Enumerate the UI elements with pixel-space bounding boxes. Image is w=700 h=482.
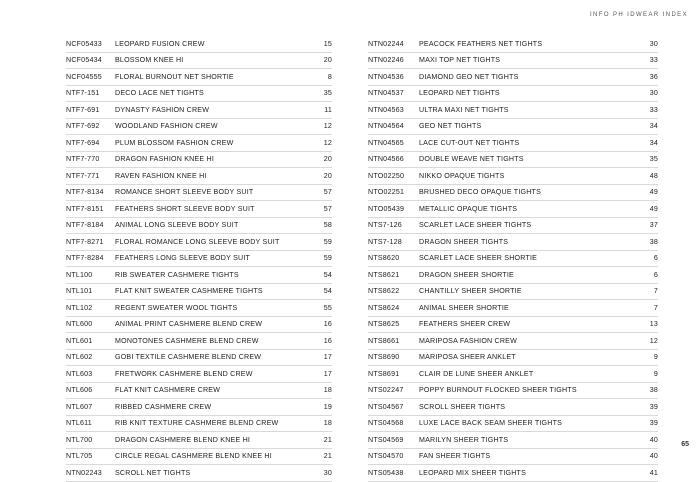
product-description: RIBBED CASHMERE CREW xyxy=(115,402,212,411)
product-code: NTN02244 xyxy=(368,39,404,48)
product-code: NTS7-128 xyxy=(368,237,402,246)
product-code: NTF7-692 xyxy=(66,122,100,131)
product-description: LEOPARD NET TIGHTS xyxy=(419,89,500,98)
product-description: DRAGON SHEER TIGHTS xyxy=(419,237,509,246)
product-description: NIKKO OPAQUE TIGHTS xyxy=(419,171,505,180)
index-row xyxy=(66,465,332,482)
page-reference: 49 xyxy=(649,204,658,213)
product-description: BRUSHED DECO OPAQUE TIGHTS xyxy=(419,188,542,197)
product-code: NTF7-694 xyxy=(66,138,100,147)
page-reference: 7 xyxy=(653,287,658,296)
product-description: SCARLET LACE SHEER SHORTIE xyxy=(419,254,538,263)
page-reference: 40 xyxy=(649,452,658,461)
product-code: NTS7-126 xyxy=(368,221,402,230)
product-description: MARIPOSA FASHION CREW xyxy=(419,336,518,345)
page-reference: 16 xyxy=(323,336,332,345)
product-description: SCARLET LACE SHEER TIGHTS xyxy=(419,221,532,230)
index-row xyxy=(66,267,332,284)
product-description: RAVEN FASHION KNEE HI xyxy=(115,171,207,180)
index-row xyxy=(66,86,332,103)
index-row xyxy=(368,267,658,284)
product-description: CIRCLE REGAL CASHMERE BLEND KNEE HI xyxy=(115,452,272,461)
product-code: NTL700 xyxy=(66,435,93,444)
product-description: MONOTONES CASHMERE BLEND CREW xyxy=(115,336,259,345)
product-code: NTS8690 xyxy=(368,353,400,362)
product-description: METALLIC OPAQUE TIGHTS xyxy=(419,204,518,213)
product-code: NTL602 xyxy=(66,353,93,362)
page-reference: 40 xyxy=(649,435,658,444)
page-reference: 17 xyxy=(323,353,332,362)
product-code: NTF7-8134 xyxy=(66,188,104,197)
index-row xyxy=(66,399,332,416)
product-code: NTO05439 xyxy=(368,204,405,213)
page-reference: 33 xyxy=(649,56,658,65)
index-row xyxy=(66,102,332,119)
page-reference: 38 xyxy=(649,237,658,246)
product-code: NCF05434 xyxy=(66,56,102,65)
page-reference: 54 xyxy=(323,270,332,279)
index-row xyxy=(368,251,658,268)
index-row xyxy=(368,86,658,103)
product-code: NTS04568 xyxy=(368,419,404,428)
index-row xyxy=(368,102,658,119)
page-reference: 58 xyxy=(323,221,332,230)
product-code: NTN04563 xyxy=(368,105,404,114)
page-reference: 20 xyxy=(323,56,332,65)
product-code: NTS8661 xyxy=(368,336,400,345)
page-reference: 6 xyxy=(653,270,658,279)
product-code: NTN02243 xyxy=(66,468,102,477)
product-code: NTL603 xyxy=(66,369,93,378)
index-row xyxy=(368,53,658,70)
product-description: LEOPARD FUSION CREW xyxy=(115,39,205,48)
product-code: NTS05438 xyxy=(368,468,404,477)
page-reference: 35 xyxy=(649,155,658,164)
product-code: NCF05433 xyxy=(66,39,102,48)
index-row xyxy=(368,36,658,53)
product-code: NCF04555 xyxy=(66,72,102,81)
index-row xyxy=(66,135,332,152)
page-reference: 57 xyxy=(323,204,332,213)
product-code: NTN04537 xyxy=(368,89,404,98)
product-description: ANIMAL PRINT CASHMERE BLEND CREW xyxy=(115,320,263,329)
page-reference: 13 xyxy=(649,320,658,329)
page-reference: 36 xyxy=(649,72,658,81)
product-description: GOBI TEXTILE CASHMERE BLEND CREW xyxy=(115,353,262,362)
index-row xyxy=(66,152,332,169)
index-header: INFO PH IDWEAR INDEX xyxy=(589,12,688,18)
page-reference: 16 xyxy=(323,320,332,329)
product-description: FLAT KNIT SWEATER CASHMERE TIGHTS xyxy=(115,287,263,296)
index-row xyxy=(368,69,658,86)
index-row xyxy=(66,284,332,301)
product-code: NTN02246 xyxy=(368,56,404,65)
page-reference: 30 xyxy=(649,39,658,48)
index-row xyxy=(368,399,658,416)
product-code: NTS8620 xyxy=(368,254,400,263)
product-description: FLORAL ROMANCE LONG SLEEVE BODY SUIT xyxy=(115,237,280,246)
product-code: NTO02250 xyxy=(368,171,405,180)
product-description: DECO LACE NET TIGHTS xyxy=(115,89,204,98)
index-row xyxy=(66,201,332,218)
index-row xyxy=(66,432,332,449)
page-reference: 33 xyxy=(649,105,658,114)
page-reference: 20 xyxy=(323,155,332,164)
page-reference: 34 xyxy=(649,138,658,147)
page-reference: 11 xyxy=(324,105,332,114)
product-description: SCROLL SHEER TIGHTS xyxy=(419,402,506,411)
index-row xyxy=(368,465,658,482)
index-row xyxy=(66,119,332,136)
index-row xyxy=(368,168,658,185)
product-description: MARIPOSA SHEER ANKLET xyxy=(419,353,516,362)
index-row xyxy=(368,119,658,136)
product-code: NTL705 xyxy=(66,452,93,461)
page-reference: 39 xyxy=(649,419,658,428)
index-row xyxy=(66,366,332,383)
product-description: RIB SWEATER CASHMERE TIGHTS xyxy=(115,270,239,279)
product-code: NTF7-8151 xyxy=(66,204,104,213)
page-reference: 15 xyxy=(323,39,332,48)
index-row xyxy=(66,449,332,466)
product-code: NTS8691 xyxy=(368,369,400,378)
product-code: NTL606 xyxy=(66,386,93,395)
product-description: POPPY BURNOUT FLOCKED SHEER TIGHTS xyxy=(419,386,577,395)
index-row xyxy=(66,53,332,70)
index-row xyxy=(66,234,332,251)
product-description: ULTRA MAXI NET TIGHTS xyxy=(419,105,509,114)
product-code: NTF7-8184 xyxy=(66,221,104,230)
product-description: RIB KNIT TEXTURE CASHMERE BLEND CREW xyxy=(115,419,279,428)
product-code: NTS8625 xyxy=(368,320,400,329)
product-description: DIAMOND GEO NET TIGHTS xyxy=(419,72,519,81)
product-description: FRETWORK CASHMERE BLEND CREW xyxy=(115,369,253,378)
index-row xyxy=(66,317,332,334)
product-code: NTS04570 xyxy=(368,452,404,461)
index-row xyxy=(66,416,332,433)
index-row xyxy=(66,383,332,400)
page-reference: 21 xyxy=(323,435,332,444)
product-code: NTN04536 xyxy=(368,72,404,81)
index-row xyxy=(368,234,658,251)
product-description: GEO NET TIGHTS xyxy=(419,122,482,131)
product-code: NTF7-691 xyxy=(66,105,100,114)
page-reference: 30 xyxy=(323,468,332,477)
product-description: PLUM BLOSSOM FASHION CREW xyxy=(115,138,234,147)
page-reference: 55 xyxy=(323,303,332,312)
page-reference: 20 xyxy=(323,171,332,180)
page-reference: 34 xyxy=(649,122,658,131)
index-row xyxy=(368,416,658,433)
page-reference: 7 xyxy=(653,303,658,312)
product-description: DYNASTY FASHION CREW xyxy=(115,105,210,114)
product-code: NTS04567 xyxy=(368,402,404,411)
page-reference: 41 xyxy=(649,468,658,477)
product-code: NTF7-770 xyxy=(66,155,100,164)
product-description: LACE CUT-OUT NET TIGHTS xyxy=(419,138,520,147)
page-reference: 19 xyxy=(323,402,332,411)
page-reference: 57 xyxy=(323,188,332,197)
index-row xyxy=(368,185,658,202)
product-description: FEATHERS LONG SLEEVE BODY SUIT xyxy=(115,254,251,263)
index-row xyxy=(368,152,658,169)
product-description: FLAT KNIT CASHMERE CREW xyxy=(115,386,221,395)
product-description: REGENT SWEATER WOOL TIGHTS xyxy=(115,303,238,312)
product-description: SCROLL NET TIGHTS xyxy=(115,468,191,477)
index-row xyxy=(66,168,332,185)
product-code: NTS02247 xyxy=(368,386,404,395)
page-reference: 37 xyxy=(649,221,658,230)
product-description: WOODLAND FASHION CREW xyxy=(115,122,218,131)
product-code: NTS8622 xyxy=(368,287,400,296)
product-description: FEATHERS SHEER CREW xyxy=(419,320,511,329)
product-description: ROMANCE SHORT SLEEVE BODY SUIT xyxy=(115,188,254,197)
product-code: NTF7-8284 xyxy=(66,254,104,263)
product-description: MAXI TOP NET TIGHTS xyxy=(419,56,501,65)
page-reference: 21 xyxy=(323,452,332,461)
index-left-column xyxy=(66,36,332,482)
page-reference: 48 xyxy=(649,171,658,180)
product-description: ANIMAL LONG SLEEVE BODY SUIT xyxy=(115,221,239,230)
page-reference: 39 xyxy=(649,402,658,411)
page-reference: 12 xyxy=(323,138,332,147)
page-reference: 54 xyxy=(323,287,332,296)
page-reference: 18 xyxy=(323,419,332,428)
product-description: FLORAL BURNOUT NET SHORTIE xyxy=(115,72,234,81)
product-code: NTL102 xyxy=(66,303,93,312)
product-code: NTN04565 xyxy=(368,138,404,147)
page-reference: 30 xyxy=(649,89,658,98)
index-row xyxy=(368,449,658,466)
page-reference: 17 xyxy=(323,369,332,378)
product-code: NTN04564 xyxy=(368,122,404,131)
product-description: DRAGON FASHION KNEE HI xyxy=(115,155,214,164)
product-description: FAN SHEER TIGHTS xyxy=(419,452,491,461)
product-code: NTL101 xyxy=(66,287,93,296)
product-description: BLOSSOM KNEE HI xyxy=(115,56,184,65)
index-row xyxy=(66,300,332,317)
index-row xyxy=(66,69,332,86)
product-code: NTL100 xyxy=(66,270,93,279)
product-description: DRAGON SHEER SHORTIE xyxy=(419,270,514,279)
product-code: NTO02251 xyxy=(368,188,405,197)
product-description: FEATHERS SHORT SLEEVE BODY SUIT xyxy=(115,204,255,213)
product-description: LEOPARD MIX SHEER TIGHTS xyxy=(419,468,527,477)
product-description: PEACOCK FEATHERS NET TIGHTS xyxy=(419,39,543,48)
product-code: NTS8624 xyxy=(368,303,400,312)
index-row xyxy=(66,251,332,268)
index-row xyxy=(66,185,332,202)
product-description: CHANTILLY SHEER SHORTIE xyxy=(419,287,522,296)
index-row xyxy=(368,284,658,301)
page-reference: 49 xyxy=(649,188,658,197)
page-reference: 6 xyxy=(653,254,658,263)
index-row xyxy=(368,366,658,383)
product-code: NTL601 xyxy=(66,336,93,345)
page-number: 65 xyxy=(681,441,689,448)
product-code: NTL611 xyxy=(66,419,92,428)
page-reference: 9 xyxy=(653,353,658,362)
index-row xyxy=(368,201,658,218)
index-row xyxy=(368,383,658,400)
page-reference: 12 xyxy=(649,336,658,345)
page-reference: 8 xyxy=(327,72,332,81)
product-code: NTS8621 xyxy=(368,270,400,279)
product-description: DOUBLE WEAVE NET TIGHTS xyxy=(419,155,524,164)
product-description: LUXE LACE BACK SEAM SHEER TIGHTS xyxy=(419,419,563,428)
index-row xyxy=(66,36,332,53)
product-description: CLAIR DE LUNE SHEER ANKLET xyxy=(419,369,534,378)
product-code: NTF7-151 xyxy=(66,89,100,98)
page-reference: 12 xyxy=(323,122,332,131)
index-row xyxy=(368,300,658,317)
product-code: NTL607 xyxy=(66,402,93,411)
product-description: MARILYN SHEER TIGHTS xyxy=(419,435,509,444)
index-row xyxy=(66,218,332,235)
index-row xyxy=(66,350,332,367)
product-code: NTN04566 xyxy=(368,155,404,164)
index-row xyxy=(368,432,658,449)
index-row xyxy=(368,218,658,235)
page-reference: 9 xyxy=(653,369,658,378)
index-row xyxy=(66,333,332,350)
index-row xyxy=(368,350,658,367)
page-reference: 59 xyxy=(323,254,332,263)
page-reference: 59 xyxy=(323,237,332,246)
page-reference: 18 xyxy=(323,386,332,395)
page-reference: 35 xyxy=(323,89,332,98)
product-code: NTL600 xyxy=(66,320,93,329)
index-right-column xyxy=(368,36,658,482)
index-row xyxy=(368,135,658,152)
product-description: DRAGON CASHMERE BLEND KNEE HI xyxy=(115,435,251,444)
product-code: NTF7-8271 xyxy=(66,237,104,246)
index-row xyxy=(368,317,658,334)
page-reference: 38 xyxy=(649,386,658,395)
product-code: NTS04569 xyxy=(368,435,404,444)
index-row xyxy=(368,333,658,350)
product-description: ANIMAL SHEER SHORTIE xyxy=(419,303,509,312)
product-code: NTF7-771 xyxy=(66,171,100,180)
